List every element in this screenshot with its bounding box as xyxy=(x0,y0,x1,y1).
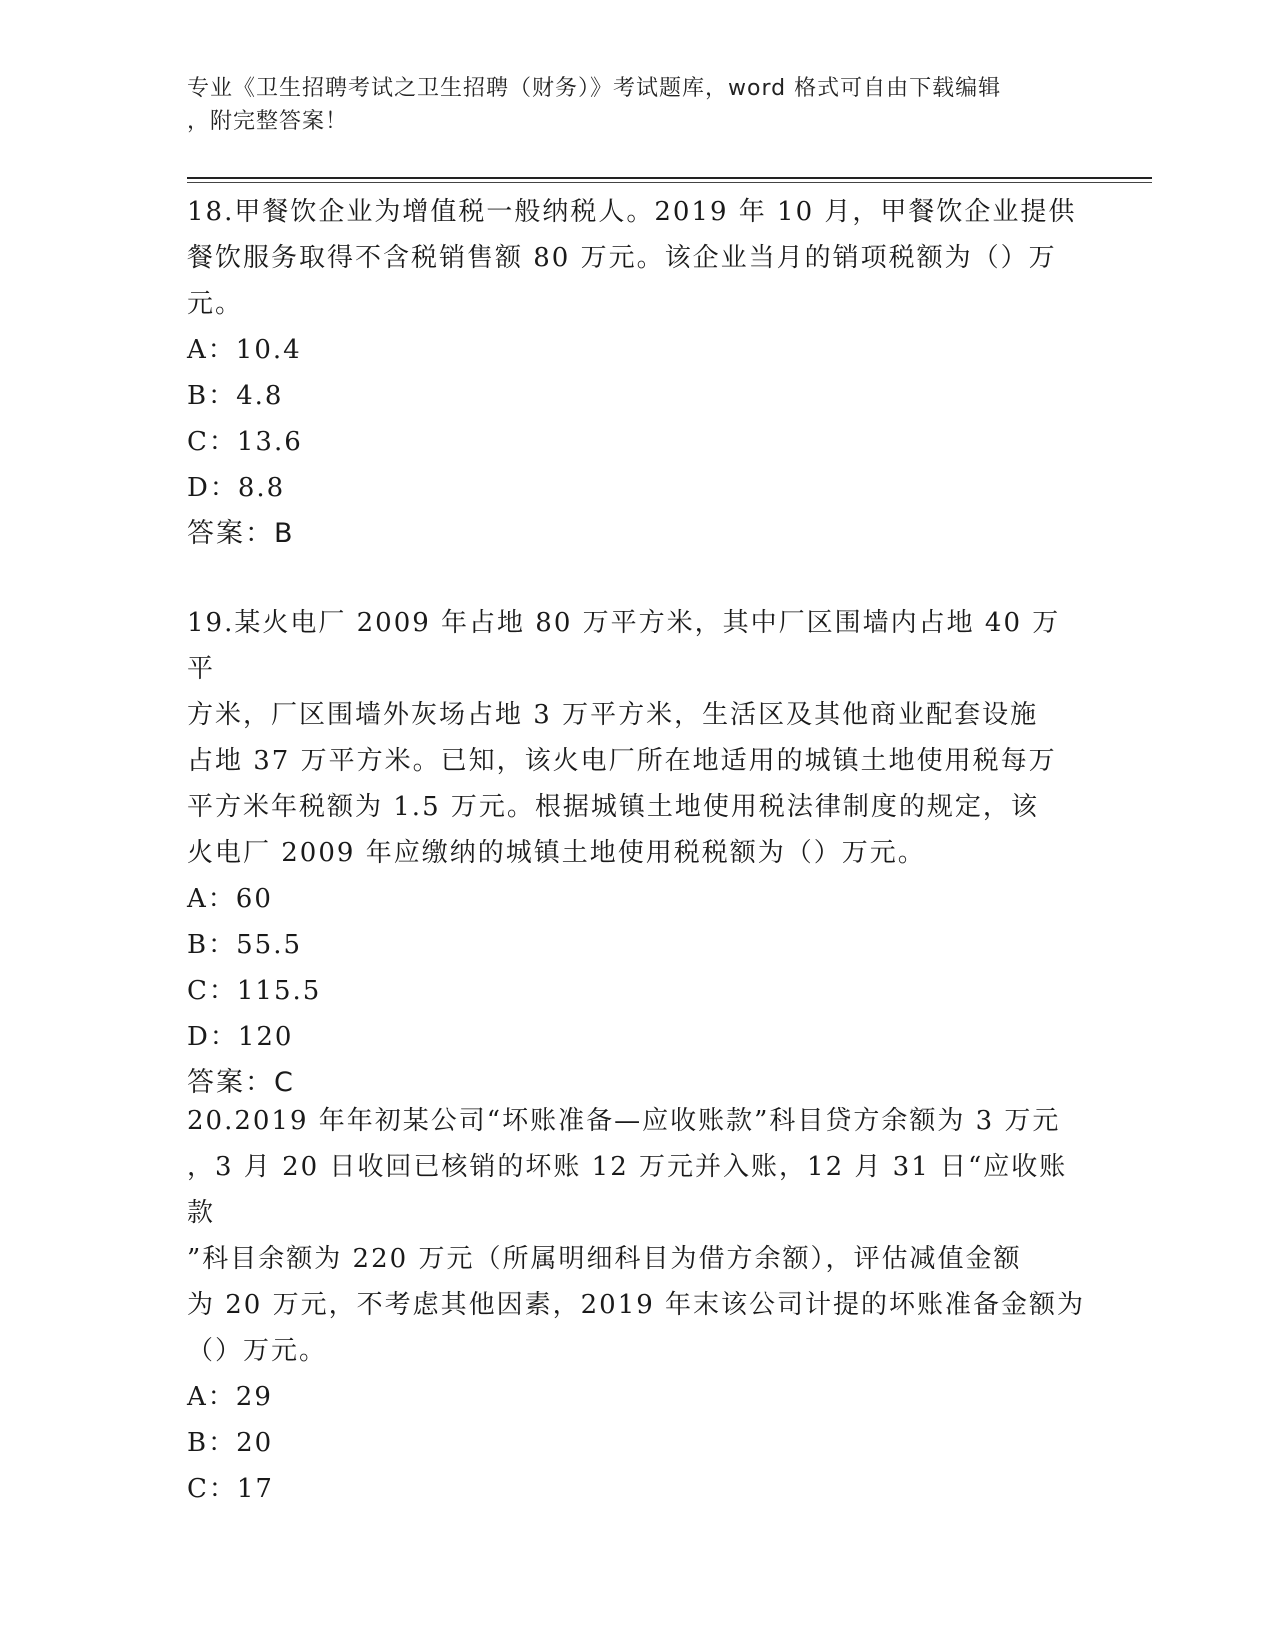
question-stem-line: 为 20 万元，不考虑其他因素，2019 年末该公司计提的坏账准备金额为 xyxy=(187,1290,1086,1320)
option-a: A：29 xyxy=(187,1382,273,1412)
document-header xyxy=(187,72,1067,138)
question-stem-line: 18.甲餐饮企业为增值税一般纳税人。2019 年 10 月，甲餐饮企业提供 xyxy=(187,197,1077,227)
question-stem-line: 平方米年税额为 1.5 万元。根据城镇土地使用税法律制度的规定，该 xyxy=(187,792,1039,822)
question-stem-line: （）万元。 xyxy=(187,1336,328,1366)
question-19 xyxy=(187,600,1087,1106)
option-d: D：8.8 xyxy=(187,473,286,503)
option-c: C：115.5 xyxy=(187,976,322,1006)
question-stem-line: 方米，厂区围墙外灰场占地 3 万平方米，生活区及其他商业配套设施 xyxy=(187,700,1039,730)
option-c: C：17 xyxy=(187,1474,274,1504)
header-divider xyxy=(187,177,1152,179)
header-divider-thin xyxy=(187,182,1152,183)
question-stem-line: 元。 xyxy=(187,289,244,319)
question-20 xyxy=(187,1098,1087,1512)
option-b: B：55.5 xyxy=(187,930,302,960)
header-line-1: 专业《卫生招聘考试之卫生招聘（财务）》考试题库，word 格式可自由下载编辑 xyxy=(187,76,1002,101)
option-a: A：10.4 xyxy=(187,335,302,365)
question-stem-line: 20.2019 年年初某公司“坏账准备—应收账款”科目贷方余额为 3 万元 xyxy=(187,1106,1061,1136)
question-18 xyxy=(187,189,1087,557)
option-b: B：4.8 xyxy=(187,381,284,411)
question-stem-line: 餐饮服务取得不含税销售额 80 万元。该企业当月的销项税额为（）万 xyxy=(187,243,1057,273)
header-line-2: ，附完整答案！ xyxy=(187,109,349,134)
answer-line: 答案：B xyxy=(187,518,295,549)
question-stem-line: 占地 37 万平方米。已知，该火电厂所在地适用的城镇土地使用税每万 xyxy=(187,746,1057,776)
option-a: A：60 xyxy=(187,884,273,914)
question-stem-line: ”科目余额为 220 万元（所属明细科目为借方余额），评估减值金额 xyxy=(187,1244,1022,1274)
question-stem-line: 19.某火电厂 2009 年占地 80 万平方米，其中厂区围墙内占地 40 万平 xyxy=(187,608,1061,684)
question-stem-line: 火电厂 2009 年应缴纳的城镇土地使用税税额为（）万元。 xyxy=(187,838,926,868)
option-b: B：20 xyxy=(187,1428,274,1458)
option-c: C：13.6 xyxy=(187,427,303,457)
question-stem-line: ，3 月 20 日收回已核销的坏账 12 万元并入账，12 月 31 日“应收账款 xyxy=(187,1152,1068,1228)
option-d: D：120 xyxy=(187,1022,294,1052)
document-page xyxy=(187,0,1152,1650)
answer-line: 答案：C xyxy=(187,1067,295,1098)
